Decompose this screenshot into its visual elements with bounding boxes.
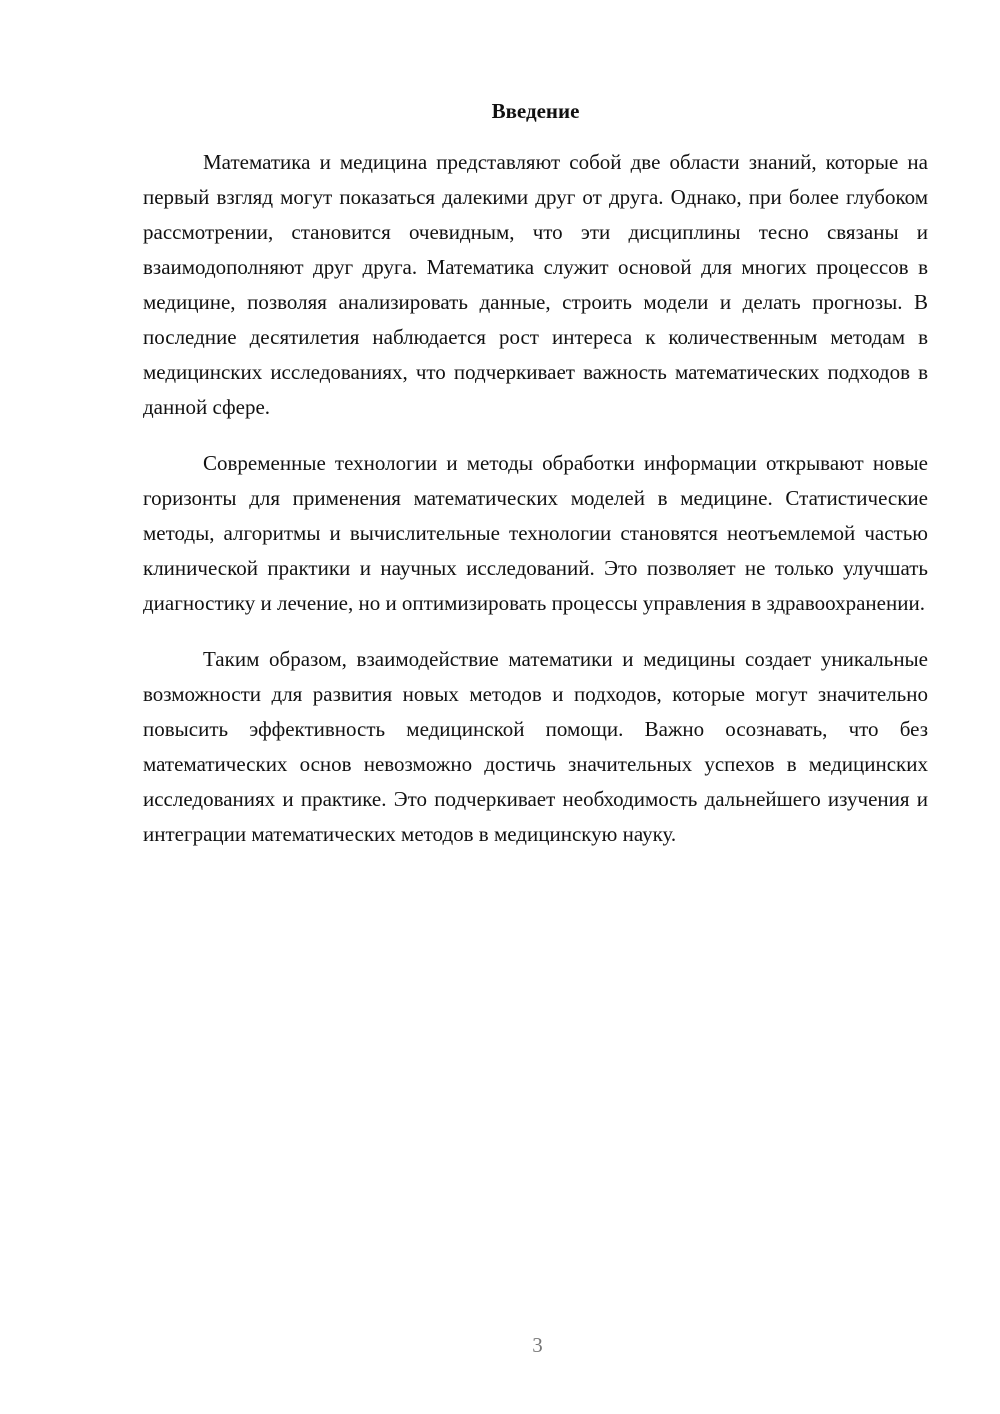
paragraph-technologies: Современные технологии и методы обработки информации открывают новые горизонты для применения математических моделей в медицине. Статистические методы, алгоритмы и вычислительные технологии становятся неотъемлемой частью клинической практики и научных исследований. Это позволяет не только улучшать диагностику и лечение, но и оптимизировать процессы управления в здравоохранении. (143, 451, 928, 615)
paragraph-intro: Математика и медицина представляют собой две области знаний, которые на первый взгляд могут показаться далекими друг от друга. Однако, при более глубоком рассмотрении, становится очевидным, что эти дисциплины тесно связаны и взаимодополняют друг друга. Математика служит основой для многих процессов в медицине, позволяя анализировать данные, строить модели и делать прогнозы. В последние десятилетия наблюдается рост интереса к количественным методам в медицинских исследованиях, что подчеркивает важность математических подходов в данной сфере. (143, 150, 928, 419)
page-content (143, 95, 928, 852)
page-number: 3 (532, 1333, 543, 1357)
paragraph-conclusion: Таким образом, взаимодействие математики и медицины создает уникальные возможности для развития новых методов и подходов, которые могут значительно повысить эффективность медицинской помощи. Важно осознавать, что без математических основ невозможно достичь значительных успехов в медицинских исследованиях и практике. Это подчеркивает необходимость дальнейшего изучения и интеграции математических методов в медицинскую науку. (143, 647, 928, 846)
page-heading: Введение (491, 99, 580, 123)
